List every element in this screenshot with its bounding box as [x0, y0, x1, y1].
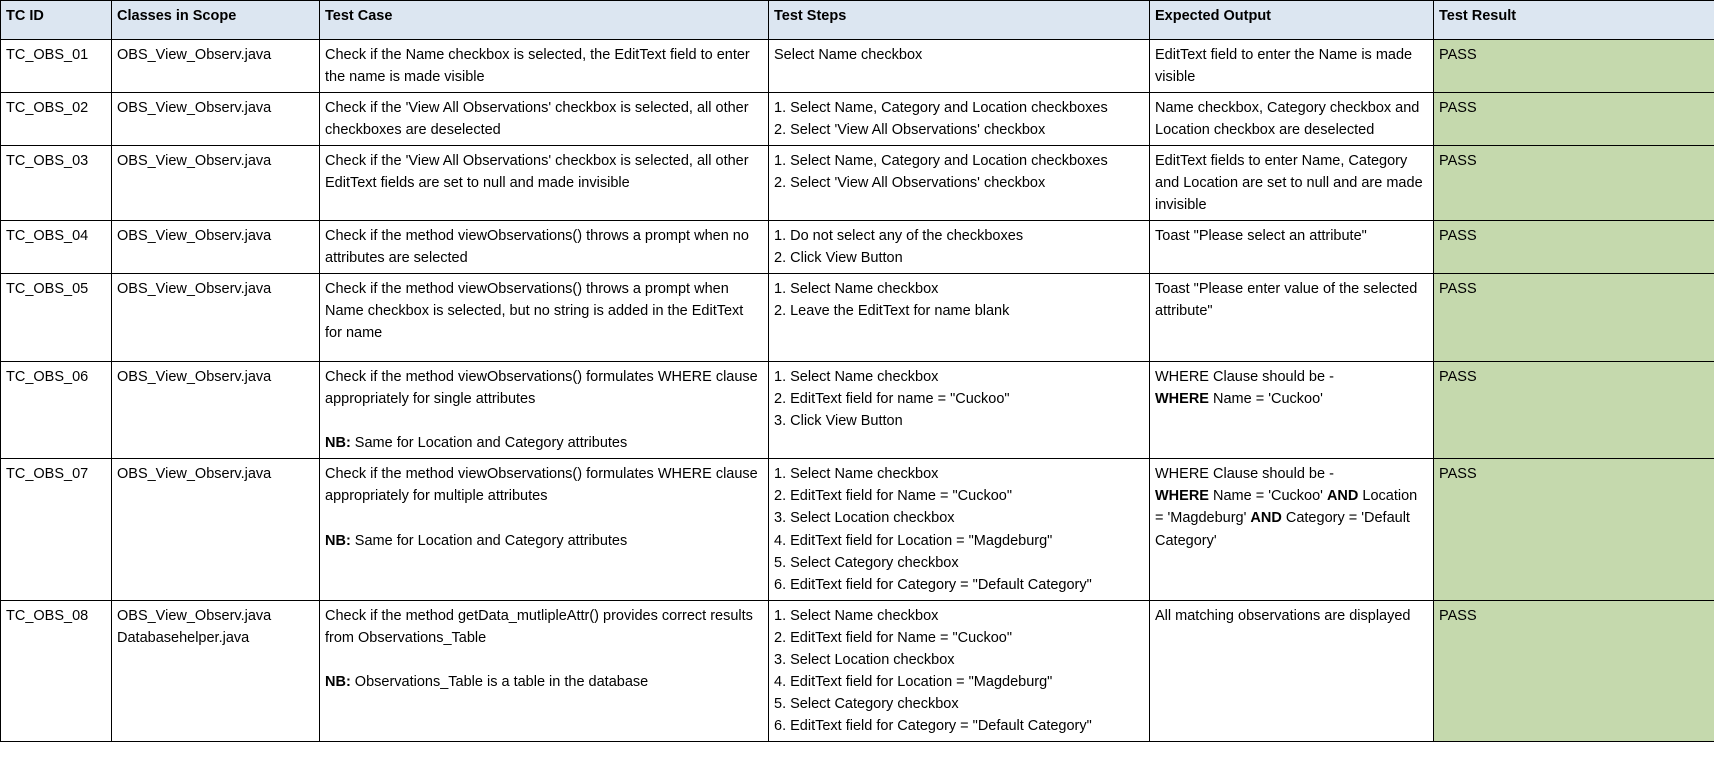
- status-badge: PASS: [1439, 466, 1477, 483]
- expected-output-text: Toast "Please enter value of the selected attribute": [1155, 281, 1418, 320]
- table-header: [1, 1, 1714, 40]
- step-item: 1. Select Name checkbox: [774, 466, 939, 483]
- cell-classes-in-scope: [112, 221, 320, 274]
- note-label: NB:: [325, 532, 351, 549]
- step-item: 3. Click View Button: [774, 413, 903, 430]
- cell-expected-output: [1150, 93, 1434, 146]
- cell-test-result: [1434, 274, 1714, 362]
- step-item: 5. Select Category checkbox: [774, 695, 959, 712]
- step-item: 1. Select Name checkbox: [774, 607, 939, 624]
- table-row: [1, 146, 1714, 221]
- class-name: OBS_View_Observ.java: [117, 228, 272, 245]
- column-header-test-result: Test Result: [1434, 1, 1714, 40]
- status-badge: PASS: [1439, 281, 1477, 298]
- step-item: 2. Select 'View All Observations' checkbox: [774, 175, 1046, 192]
- expected-output-text: Name checkbox, Category checkbox and Location checkbox are deselected: [1155, 100, 1420, 139]
- note-label: NB:: [325, 435, 351, 452]
- cell-tc-id: TC_OBS_07: [1, 459, 112, 600]
- steps-list: [774, 463, 1144, 595]
- steps-list: [774, 97, 1144, 141]
- step-item: Select Name checkbox: [774, 47, 923, 63]
- table-row: [1, 600, 1714, 741]
- step-item: 5. Select Category checkbox: [774, 554, 959, 571]
- cell-classes-in-scope: [112, 600, 320, 741]
- test-case-text: Check if the method viewObservations() formulates WHERE clause appropriately for single attributes: [325, 369, 758, 408]
- cell-tc-id: TC_OBS_04: [1, 221, 112, 274]
- sql-expression: Category = 'Default Category': [1155, 510, 1410, 549]
- table-row: [1, 459, 1714, 600]
- table-row: [1, 93, 1714, 146]
- step-item: 3. Select Location checkbox: [774, 510, 955, 527]
- steps-list: [774, 278, 1144, 322]
- expected-output-line: WHERE Clause should be -: [1155, 466, 1334, 483]
- cell-classes-in-scope: [112, 274, 320, 362]
- status-badge: PASS: [1439, 100, 1477, 117]
- cell-test-result: [1434, 146, 1714, 221]
- expected-output-line: [1155, 388, 1428, 410]
- cell-expected-output: [1150, 362, 1434, 459]
- table-row: [1, 274, 1714, 362]
- column-header-tc-id: TC ID: [1, 1, 112, 40]
- test-case-note: [325, 671, 763, 693]
- cell-tc-id: TC_OBS_01: [1, 40, 112, 93]
- cell-classes-in-scope: [112, 93, 320, 146]
- cell-test-steps: [769, 221, 1150, 274]
- step-item: 2. Leave the EditText for name blank: [774, 303, 1010, 320]
- cell-classes-in-scope: [112, 459, 320, 600]
- cell-tc-id: TC_OBS_05: [1, 274, 112, 362]
- test-case-text: Check if the 'View All Observations' checkbox is selected, all other EditText fields are set to null and made invisible: [325, 153, 749, 192]
- class-name: OBS_View_Observ.java: [117, 607, 272, 624]
- cell-test-case: [320, 459, 769, 600]
- status-badge: PASS: [1439, 369, 1477, 386]
- sql-expression: Location = 'Magdeburg': [1155, 488, 1418, 527]
- test-case-text: Check if the Name checkbox is selected, the EditText field to enter the name is made visible: [325, 47, 750, 86]
- class-name: Databasehelper.java: [117, 629, 250, 646]
- cell-test-result: [1434, 459, 1714, 600]
- test-case-text: Check if the method viewObservations() throws a prompt when no attributes are selected: [325, 228, 749, 267]
- cell-classes-in-scope: [112, 40, 320, 93]
- class-name: OBS_View_Observ.java: [117, 153, 272, 170]
- step-item: 2. Click View Button: [774, 250, 903, 267]
- cell-test-steps: [769, 40, 1150, 93]
- note-text: Same for Location and Category attributes: [350, 532, 628, 549]
- class-name: OBS_View_Observ.java: [117, 100, 272, 117]
- cell-test-steps: [769, 600, 1150, 741]
- steps-list: [774, 44, 1144, 66]
- cell-test-result: [1434, 93, 1714, 146]
- cell-expected-output: [1150, 221, 1434, 274]
- cell-test-case: [320, 146, 769, 221]
- cell-classes-in-scope: [112, 146, 320, 221]
- cell-tc-id: TC_OBS_03: [1, 146, 112, 221]
- expected-output-text: EditText fields to enter Name, Category and Location are set to null and are made invisible: [1155, 153, 1423, 214]
- cell-test-steps: [769, 93, 1150, 146]
- class-name: OBS_View_Observ.java: [117, 466, 272, 483]
- step-item: 2. EditText field for Name = "Cuckoo": [774, 488, 1012, 505]
- cell-test-case: [320, 600, 769, 741]
- table-row: [1, 40, 1714, 93]
- class-name: OBS_View_Observ.java: [117, 47, 272, 63]
- cell-tc-id: TC_OBS_06: [1, 362, 112, 459]
- step-item: 2. EditText field for name = "Cuckoo": [774, 391, 1010, 408]
- cell-test-result: [1434, 221, 1714, 274]
- test-case-text: Check if the method viewObservations() throws a prompt when Name checkbox is selected, but no string is added in the EditText for name: [325, 281, 744, 342]
- step-item: 1. Select Name, Category and Location checkboxes: [774, 100, 1108, 117]
- status-badge: PASS: [1439, 228, 1477, 245]
- cell-expected-output: [1150, 459, 1434, 600]
- step-item: 4. EditText field for Location = "Magdeburg": [774, 673, 1053, 690]
- steps-list: [774, 225, 1144, 269]
- cell-expected-output: [1150, 146, 1434, 221]
- cell-test-result: [1434, 362, 1714, 459]
- cell-expected-output: [1150, 40, 1434, 93]
- step-item: 1. Select Name checkbox: [774, 281, 939, 298]
- cell-test-steps: [769, 274, 1150, 362]
- step-item: 1. Select Name, Category and Location checkboxes: [774, 153, 1108, 170]
- cell-test-result: [1434, 600, 1714, 741]
- sql-expression: Name = 'Cuckoo': [1208, 391, 1323, 408]
- column-header-classes-in-scope: Classes in Scope: [112, 1, 320, 40]
- sql-keyword: AND: [1250, 510, 1282, 527]
- step-item: 4. EditText field for Location = "Magdeburg": [774, 532, 1053, 549]
- sql-keyword: WHERE: [1155, 391, 1209, 408]
- column-header-test-steps: Test Steps: [769, 1, 1150, 40]
- step-item: 2. EditText field for Name = "Cuckoo": [774, 629, 1012, 646]
- header-row: [1, 1, 1714, 40]
- note-text: Same for Location and Category attributes: [350, 435, 628, 452]
- step-item: 1. Select Name checkbox: [774, 369, 939, 386]
- test-case-text: Check if the 'View All Observations' checkbox is selected, all other checkboxes are deselected: [325, 100, 749, 139]
- cell-tc-id: TC_OBS_02: [1, 93, 112, 146]
- class-name: OBS_View_Observ.java: [117, 369, 272, 386]
- step-item: 3. Select Location checkbox: [774, 651, 955, 668]
- table-body: [1, 40, 1714, 742]
- cell-test-case: [320, 362, 769, 459]
- expected-output-text: Toast "Please select an attribute": [1155, 228, 1367, 245]
- step-item: 2. Select 'View All Observations' checkbox: [774, 122, 1046, 139]
- sql-keyword: WHERE: [1155, 488, 1209, 505]
- cell-tc-id: TC_OBS_08: [1, 600, 112, 741]
- cell-test-case: [320, 40, 769, 93]
- test-case-text: Check if the method viewObservations() formulates WHERE clause appropriately for multiple attributes: [325, 466, 758, 505]
- status-badge: PASS: [1439, 607, 1477, 624]
- note-text: Observations_Table is a table in the database: [350, 673, 649, 690]
- class-name: OBS_View_Observ.java: [117, 281, 272, 298]
- note-label: NB:: [325, 673, 351, 690]
- expected-output-text: All matching observations are displayed: [1155, 607, 1411, 624]
- cell-expected-output: [1150, 274, 1434, 362]
- test-case-note: [325, 432, 763, 454]
- cell-test-case: [320, 221, 769, 274]
- expected-output-text: EditText field to enter the Name is made visible: [1155, 47, 1413, 86]
- steps-list: [774, 605, 1144, 737]
- expected-output-line: WHERE Clause should be -: [1155, 369, 1334, 386]
- sql-expression: Name = 'Cuckoo': [1208, 488, 1327, 505]
- table-row: [1, 221, 1714, 274]
- expected-output-clause: [1155, 485, 1428, 551]
- status-badge: PASS: [1439, 47, 1477, 63]
- cell-test-steps: [769, 146, 1150, 221]
- steps-list: [774, 150, 1144, 194]
- step-item: 6. EditText field for Category = "Default Category": [774, 576, 1092, 593]
- cell-classes-in-scope: [112, 362, 320, 459]
- sql-keyword: AND: [1326, 488, 1359, 505]
- cell-test-steps: [769, 362, 1150, 459]
- cell-test-result: [1434, 40, 1714, 93]
- step-item: 6. EditText field for Category = "Default Category": [774, 717, 1092, 734]
- cell-test-case: [320, 93, 769, 146]
- test-case-note: [325, 530, 763, 552]
- column-header-expected-output: Expected Output: [1150, 1, 1434, 40]
- test-case-text: Check if the method getData_mutlipleAttr() provides correct results from Observations_Table: [325, 607, 753, 646]
- table-row: [1, 362, 1714, 459]
- cell-test-case: [320, 274, 769, 362]
- status-badge: PASS: [1439, 153, 1477, 170]
- step-item: 1. Do not select any of the checkboxes: [774, 228, 1024, 245]
- cell-test-steps: [769, 459, 1150, 600]
- column-header-test-case: Test Case: [320, 1, 769, 40]
- steps-list: [774, 366, 1144, 432]
- cell-expected-output: [1150, 600, 1434, 741]
